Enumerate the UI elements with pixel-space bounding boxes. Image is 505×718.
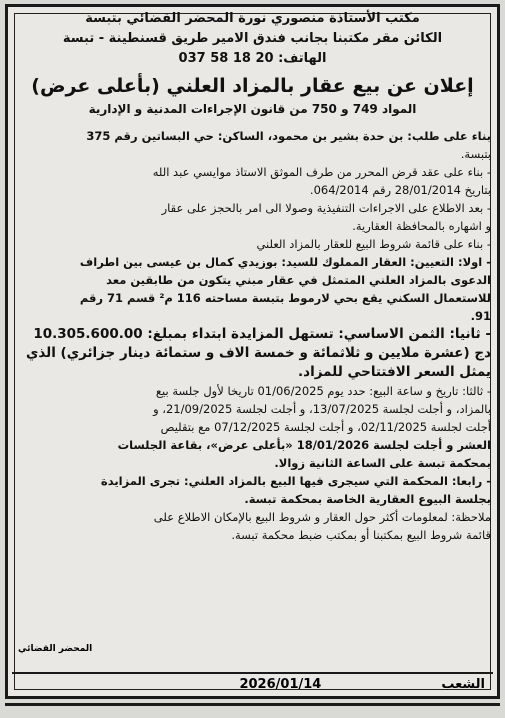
notice-content [14, 9, 491, 544]
body-line: - اولا: التعيين: العقار المملوك للسيد: بوزيدي كمال بن عيسى بين اطراف [79, 255, 491, 269]
schedule-line: بالمزاد، و أجلت لجلسة 13/07/2025، و أجلت لجلسة 21/09/2025، و [153, 402, 491, 416]
body-line: - بناء على قائمة شروط البيع للعقار بالمزاد العلني [256, 237, 491, 251]
schedule-line: العشر و أجلت لجلسة 18/01/2026 «بأعلى عرض»، بقاعة الجلسات [117, 438, 491, 452]
office-phone: الهاتف: 20 18 58 037 [178, 51, 327, 66]
notice-frame [5, 4, 500, 699]
notice-subtitle: المواد 749 و 750 من قانون الإجراءات المدنية و الإدارية [88, 102, 417, 116]
next-notice-edge [5, 703, 500, 718]
body-line: - بناء على عقد قرض المحرر من طرف الموثق الاستاذ موايسي عبد الله [152, 165, 491, 179]
court-line: - رابعا: المحكمة التي سيجرى فيها البيع بالمزاد العلني: تجرى المزايدة [100, 474, 491, 488]
publication-footer [12, 672, 493, 696]
note-line: ملاحظة: لمعلومات أكثر حول العقار و شروط البيع بالإمكان الاطلاع على [153, 510, 491, 524]
body-line: و اشهاره بالمحافظة العقارية. [352, 219, 491, 233]
body-line: بتاريخ 28/01/2014 رقم 064/2014. [309, 183, 491, 197]
signature: المحضر القضائي [18, 644, 93, 654]
notice-title: إعلان عن بيع عقار بالمزاد العلني (بأعلى عرض) [31, 75, 474, 97]
schedule-line: أجلت لجلسة 02/11/2025، و أجلت لجلسة 07/12/2025 مع بتقليص [160, 420, 491, 434]
body-line: الدعوى بالمزاد العلني المتمثل في عقار مبني يتكون من طابقين معد [106, 273, 491, 287]
body-line: بناء على طلب: بن حدة بشير بن محمود، الساكن: حي البساتين رقم 375 [86, 129, 491, 143]
price-line: - ثانيا: الثمن الاساسي: تستهل المزايدة ابتداء بمبلغ: 10.305.600.00 [33, 326, 491, 342]
note-line: قائمة شروط البيع بمكتبنا أو بمكتب ضبط محكمة تبسة. [231, 528, 491, 542]
body-line: 91. [470, 309, 491, 323]
spacer [14, 119, 491, 127]
body-line: - بعد الاطلاع على الاجراءات التنفيذية وصولا الى امر بالحجز على عقار [161, 201, 491, 215]
price-line: دج (عشرة ملايين و ثلاثمائة و خمسة الاف و ستمائة دينار جزائري) الذي [25, 345, 491, 361]
court-line: بجلسة البيوع العقارية الخاصة بمحكمة تبسة. [244, 492, 491, 506]
price-line: يمثل السعر الافتتاحي للمزاد. [298, 364, 491, 380]
schedule-line: بمحكمة تبسة على الساعة الثانية زوالا. [274, 456, 491, 470]
publication-date: 2026/01/14 [239, 677, 322, 692]
schedule-line: - ثالثا: تاريخ و ساعة البيع: حدد يوم 01/06/2025 تاريخا لأول جلسة بيع [155, 384, 491, 398]
publication-name: الشعب [441, 677, 485, 692]
body-line: بتبسة. [460, 147, 491, 161]
office-name: مكتب الأستاذة منصوري نورة المحضر القضائي بتبسة [85, 11, 420, 26]
body-line: للاستعمال السكني يقع بحي لارموط بتبسة مساحته 116 م² قسم 71 رقم [79, 291, 491, 305]
office-address: الكائن مقر مكتبنا بجانب فندق الامير طريق قسنطينة - تبسة [62, 31, 443, 46]
